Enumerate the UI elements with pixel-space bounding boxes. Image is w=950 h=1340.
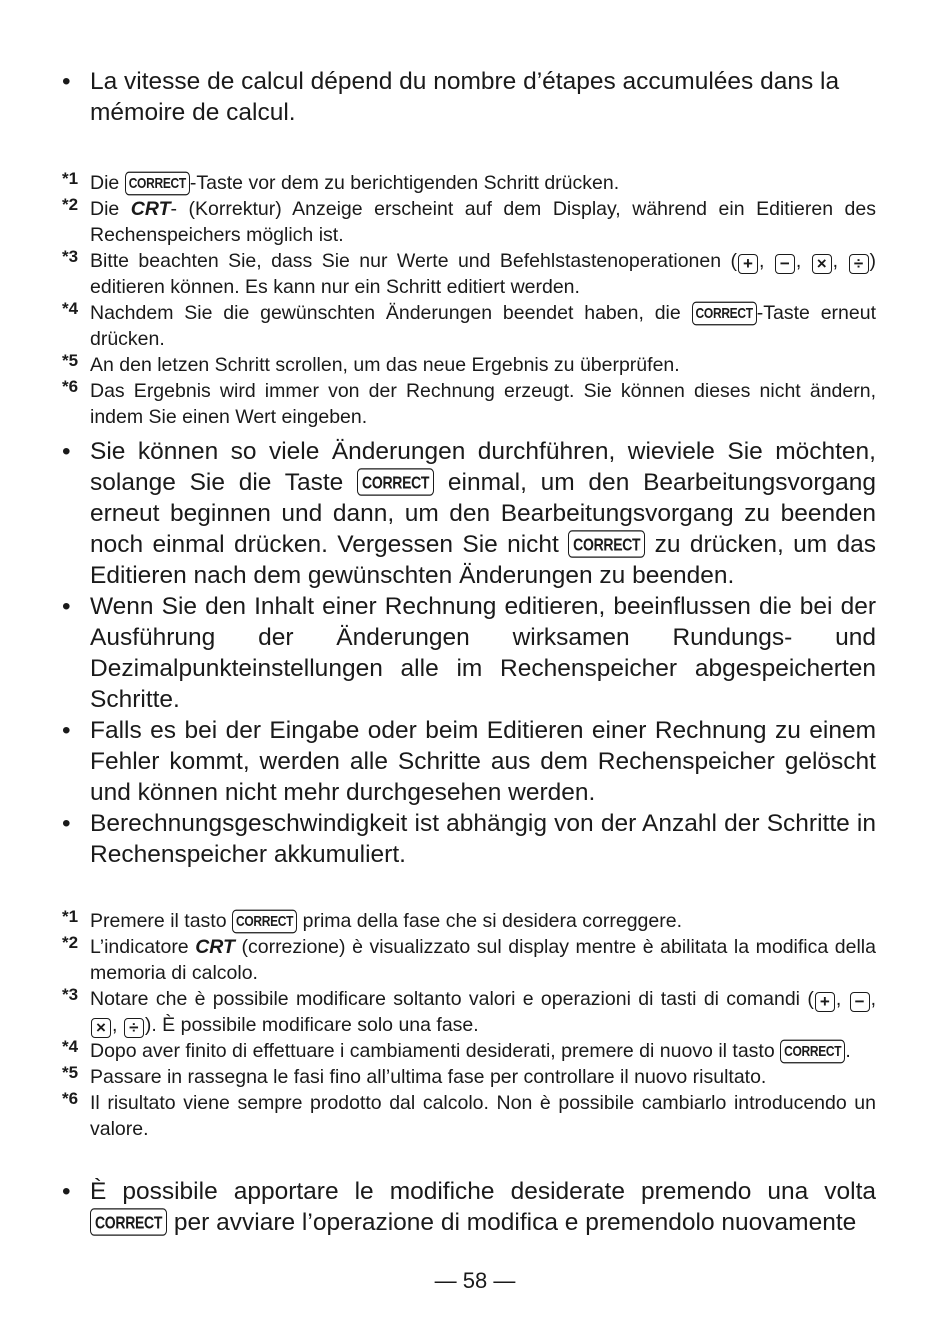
correct-key-icon: CORRECT: [568, 530, 645, 558]
footnote-de-4: *4 Nachdem Sie die gewünschten Änderungen beendet haben, die CORRECT -Taste erneut drücken.: [62, 299, 876, 350]
bullet-de-4: • Berechnungsgeschwindigkeit ist abhängig von der Anzahl der Schritte in Rechenspeicher akkumuliert.: [62, 810, 876, 868]
footnote-it-5: *5 Passare in rassegna le fasi fino all’ultima fase per controllare il nuovo risultato.: [62, 1063, 767, 1088]
bullet-text-line1: La vitesse de calcul dépend du nombre d’étapes accumulées dans la: [90, 68, 840, 95]
footnote-de-2: *2 Die CRT- (Korrektur) Anzeige erscheint auf dem Display, während ein Editieren des Rechenspeichers möglich ist.: [62, 195, 876, 246]
correct-key-icon: CORRECT: [125, 172, 190, 196]
footnotes-it: [62, 908, 876, 1142]
footnote-de-1: *1 Die CORRECT -Taste vor dem zu berichtigenden Schritt drücken.: [62, 169, 620, 194]
page-number: — 58 —: [434, 1268, 516, 1293]
correct-key-icon: CORRECT: [90, 1208, 167, 1236]
footnotes-de: [62, 170, 876, 430]
footnote-it-2: *2 L’indicatore CRT (correzione) è visualizzato sul display mentre è abilitata la modifica della memoria di calcolo.: [62, 933, 876, 984]
correct-key-icon: CORRECT: [780, 1040, 845, 1064]
divide-key-icon: ÷: [124, 1018, 144, 1038]
times-key-icon: ×: [812, 254, 832, 274]
plus-key-icon: +: [815, 992, 835, 1012]
bullet-de-2: • Wenn Sie den Inhalt einer Rechnung editieren, beeinflussen die bei der Ausführung der Änderungen wirksamen Rundungs- und Dezimalpunkteinstellungen alle im Rechenspeicher abgespeicherten Schritte.: [62, 593, 876, 713]
bullet-calc-speed-fr: [62, 66, 876, 128]
correct-key-icon: CORRECT: [232, 910, 297, 934]
times-key-icon: ×: [91, 1018, 111, 1038]
footnote-de-3: *3 Bitte beachten Sie, dass Sie nur Werte und Befehlstastenoperationen ( + , − , × , ÷ ) editieren können. Es kann nur ein Schritt editiert werden.: [62, 247, 877, 298]
bullet-it-1: • È possibile apportare le modifiche desiderate premendo una volta CORRECT per avviare l’operazione di modifica e premendolo nuovamente: [62, 1178, 876, 1236]
footnote-de-5: *5 An den letzen Schritt scrollen, um das neue Ergebnis zu überprüfen.: [62, 351, 680, 376]
bullet-de-3: • Falls es bei der Eingabe oder beim Editieren einer Rechnung zu einem Fehler kommt, werden alle Schritte aus dem Rechenspeicher gelöscht und können nicht mehr durchgesehen werden.: [62, 717, 876, 806]
plus-key-icon: +: [738, 254, 758, 274]
crt-indicator: CRT: [130, 198, 171, 220]
crt-indicator: CRT: [195, 936, 235, 958]
bullet-text-line2: mémoire de calcul.: [90, 99, 296, 126]
bullet-de-1: • Sie können so viele Änderungen durchführen, wieviele Sie möchten, solange Sie die Taste CORRECT einmal, um den Bearbeitungsvorgang erneut beginnen und dann, um den Bearbeitungsvorgang zu beenden noch einmal drücken. Vergessen Sie nicht CORRECT zu drücken, um das Editieren nach dem gewünschten Änderungen zu beenden.: [62, 438, 876, 589]
bullet-dot: •: [62, 68, 71, 95]
footnote-it-6: *6 Il risultato viene sempre prodotto dal calcolo. Non è possibile cambiarlo introducendo un valore.: [62, 1089, 876, 1140]
footnote-it-1: *1 Premere il tasto CORRECT prima della fase che si desidera correggere.: [62, 907, 682, 932]
correct-key-icon: CORRECT: [357, 468, 434, 496]
minus-key-icon: −: [775, 254, 795, 274]
footnote-it-4: *4 Dopo aver finito di effettuare i cambiamenti desiderati, premere di nuovo il tasto CORRECT .: [62, 1037, 851, 1062]
correct-key-icon: CORRECT: [692, 302, 757, 326]
minus-key-icon: −: [850, 992, 870, 1012]
divide-key-icon: ÷: [849, 254, 869, 274]
footnote-de-6: *6 Das Ergebnis wird immer von der Rechnung erzeugt. Sie können dieses nicht ändern, indem Sie einen Wert eingeben.: [62, 377, 876, 428]
footnote-it-3: *3 Notare che è possibile modificare soltanto valori e operazioni di tasti di comandi ( + , − , × , ÷ ). È possibile modificare solo una fase.: [62, 985, 877, 1037]
